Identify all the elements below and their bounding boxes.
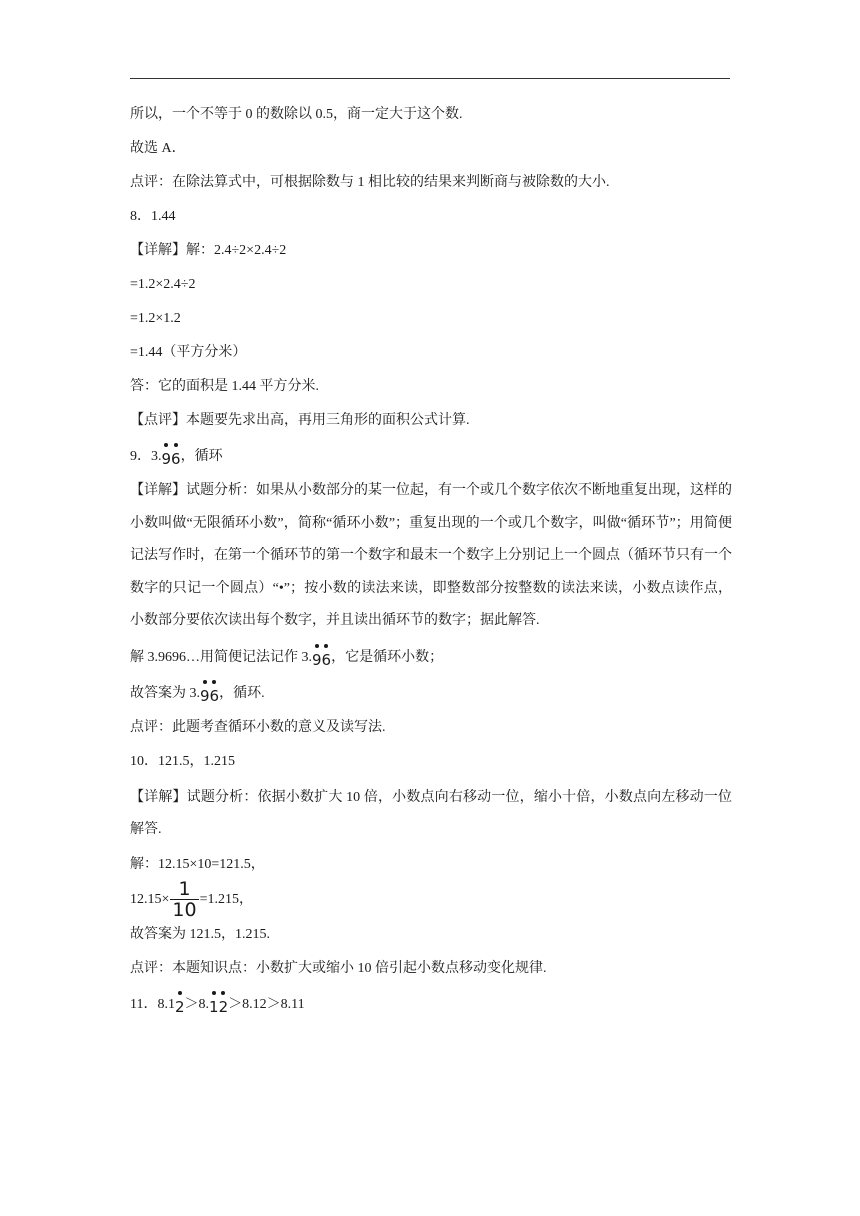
q9-ans-suffix: ，循环. [219,685,265,701]
equation-step: =1.44（平方分米） [130,345,247,360]
comment-line: 点评：此题考查循环小数的意义及读写法. [130,719,386,735]
text-line: 故选 A． [130,141,186,156]
repeating-digit: 9 [312,650,322,669]
comment-line: 点评：本题知识点：小数扩大或缩小 10 倍引起小数点移动变化规律. [130,960,547,976]
q11-mid: ＞8. [184,996,210,1012]
comment-line: 【点评】本题要先求出高，再用三角形的面积公式计算. [130,413,470,428]
question-9-detail: 【详解】试题分析：如果从小数部分的某一位起，有一个或几个数字依次不断地重复出现，这样的小数叫做“无限循环小数”，简称“循环小数”；重复出现的一个或几个数字，叫做“循环节”；用简便记法写作时，在第一个循环节的第一个数字和最末一个数字上分别记上一个圆点（循环节只有一个数字的只记一个圆点）“•”；按小数的读法来读，即整数部分按整数的读法来读，小数点读作点，小数部分要依次读出每个数字，并且读出循环节的数字；据此解答. [130,483,732,628]
question-8-answer: 8．1.44 [130,209,176,224]
repeating-decimal [209,997,228,1019]
text-line: 所以，一个不等于 0 的数除以 0.5，商一定大于这个数. [130,107,463,122]
solution-line [130,646,732,668]
document-body [130,105,732,1029]
solution-line: 解：12.15×10=121.5， [130,856,265,872]
repeating-digit: 2 [218,997,229,1016]
repeating-digit: 9 [200,686,210,705]
repeating-digit: 1 [209,997,219,1016]
repeating-digit: 6 [321,650,332,669]
repeating-digit: 6 [171,450,181,468]
question-8-detail: 【详解】解：2.4÷2×2.4÷2 [130,243,287,258]
repeating-digit: 2 [174,997,185,1016]
repeating-decimal [162,449,181,471]
question-10-answer: 10．121.5，1.215 [130,753,235,769]
question-10-detail: 【详解】试题分析：依据小数扩大 10 倍，小数点向右移动一位，缩小十倍，小数点向左移动一位解答. [130,789,732,837]
answer-line: 故答案为 121.5，1.215. [130,926,270,942]
equation-step: =1.2×1.2 [130,311,181,326]
header-rule [130,78,730,79]
q9-prefix: 9．3. [130,449,162,464]
fraction-denominator: 10 [172,898,197,921]
question-9-answer [130,445,732,467]
repeating-digit: 6 [209,686,220,705]
repeating-decimal [200,686,219,708]
fraction [170,879,198,920]
answer-line [130,682,732,704]
fraction-numerator: 1 [178,877,191,900]
question-11-answer [130,993,732,1015]
q9-sol-prefix: 解 3.9696…用简便记法记作 3. [130,649,312,665]
frac-prefix: 12.15× [130,891,170,907]
repeating-digit: 9 [161,450,172,468]
q11-suffix: ＞8.12＞8.11 [228,996,305,1012]
q11-prefix: 11．8.1 [130,996,175,1012]
fraction-line [130,877,732,923]
equation-step: =1.2×2.4÷2 [130,277,196,292]
answer-line: 答：它的面积是 1.44 平方分米. [130,379,319,394]
frac-suffix: =1.215， [199,891,253,907]
repeating-decimal [175,997,185,1019]
repeating-decimal [312,650,331,672]
q9-suffix: ，循环 [180,449,223,464]
comment-line: 点评：在除法算式中，可根据除数与 1 相比较的结果来判断商与被除数的大小. [130,175,610,190]
q9-sol-suffix: ，它是循环小数； [331,649,444,665]
q9-ans-prefix: 故答案为 3. [130,685,200,701]
